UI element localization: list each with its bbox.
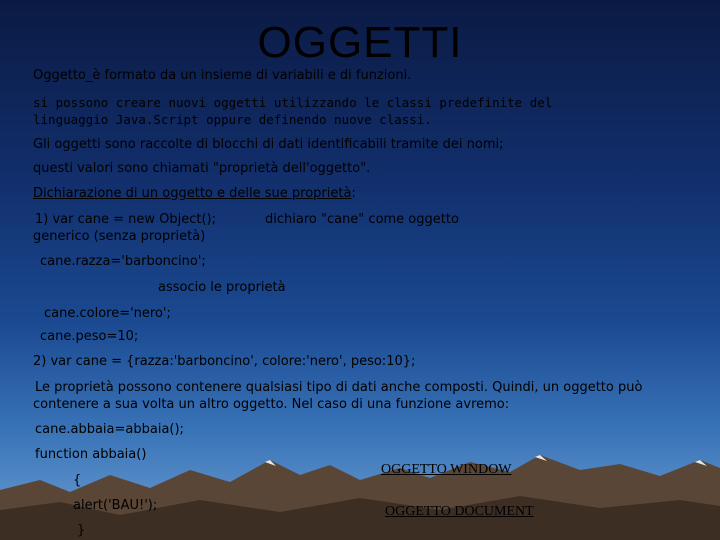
slide-title: OGGETTI	[257, 18, 463, 67]
comment-line: dichiaro "cane" come oggetto	[265, 212, 459, 227]
code-line: cane.colore='nero';	[44, 306, 171, 321]
code-line: cane.abbaia=abbaia();	[35, 422, 184, 437]
code-line: 2) var cane = {razza:'barboncino', colore:'nero', peso:10};	[33, 354, 416, 369]
text-line: questi valori sono chiamati "proprietà dell'oggetto".	[33, 161, 371, 176]
text-line: generico (senza proprietà)	[33, 229, 206, 244]
text-line: si possono creare nuovi oggetti utilizzando le classi predefinite del	[33, 95, 553, 110]
code-line: {	[73, 473, 82, 488]
text-line: linguaggio Java.Script oppure definendo nuove classi.	[33, 112, 432, 127]
mountain-background	[0, 420, 720, 540]
intro-line: Oggetto_è formato da un insieme di variabili e di funzioni.	[33, 68, 412, 83]
text-line: contenere a sua volta un altro oggetto. Nel caso di una funzione avremo:	[33, 397, 510, 412]
code-line: alert('BAU!');	[73, 498, 158, 513]
text-line: Le proprietà possono contenere qualsiasi tipo di dati anche composti. Quindi, un oggetto può	[35, 380, 643, 395]
code-line: }	[77, 523, 86, 538]
text-line: Gli oggetti sono raccolte di blocchi di dati identificabili tramite dei nomi;	[33, 137, 504, 152]
comment-line: associo le proprietà	[158, 280, 286, 295]
code-line: function abbaia()	[35, 447, 147, 462]
code-line: cane.peso=10;	[40, 329, 139, 344]
code-line: cane.razza='barboncino';	[40, 254, 206, 269]
link-oggetto-document[interactable]: OGGETTO DOCUMENT	[385, 504, 534, 519]
code-line: 1) var cane = new Object();	[35, 212, 216, 227]
section-heading: Dichiarazione di un oggetto e delle sue proprietà:	[33, 186, 356, 201]
link-oggetto-window[interactable]: OGGETTO WINDOW	[381, 462, 512, 477]
